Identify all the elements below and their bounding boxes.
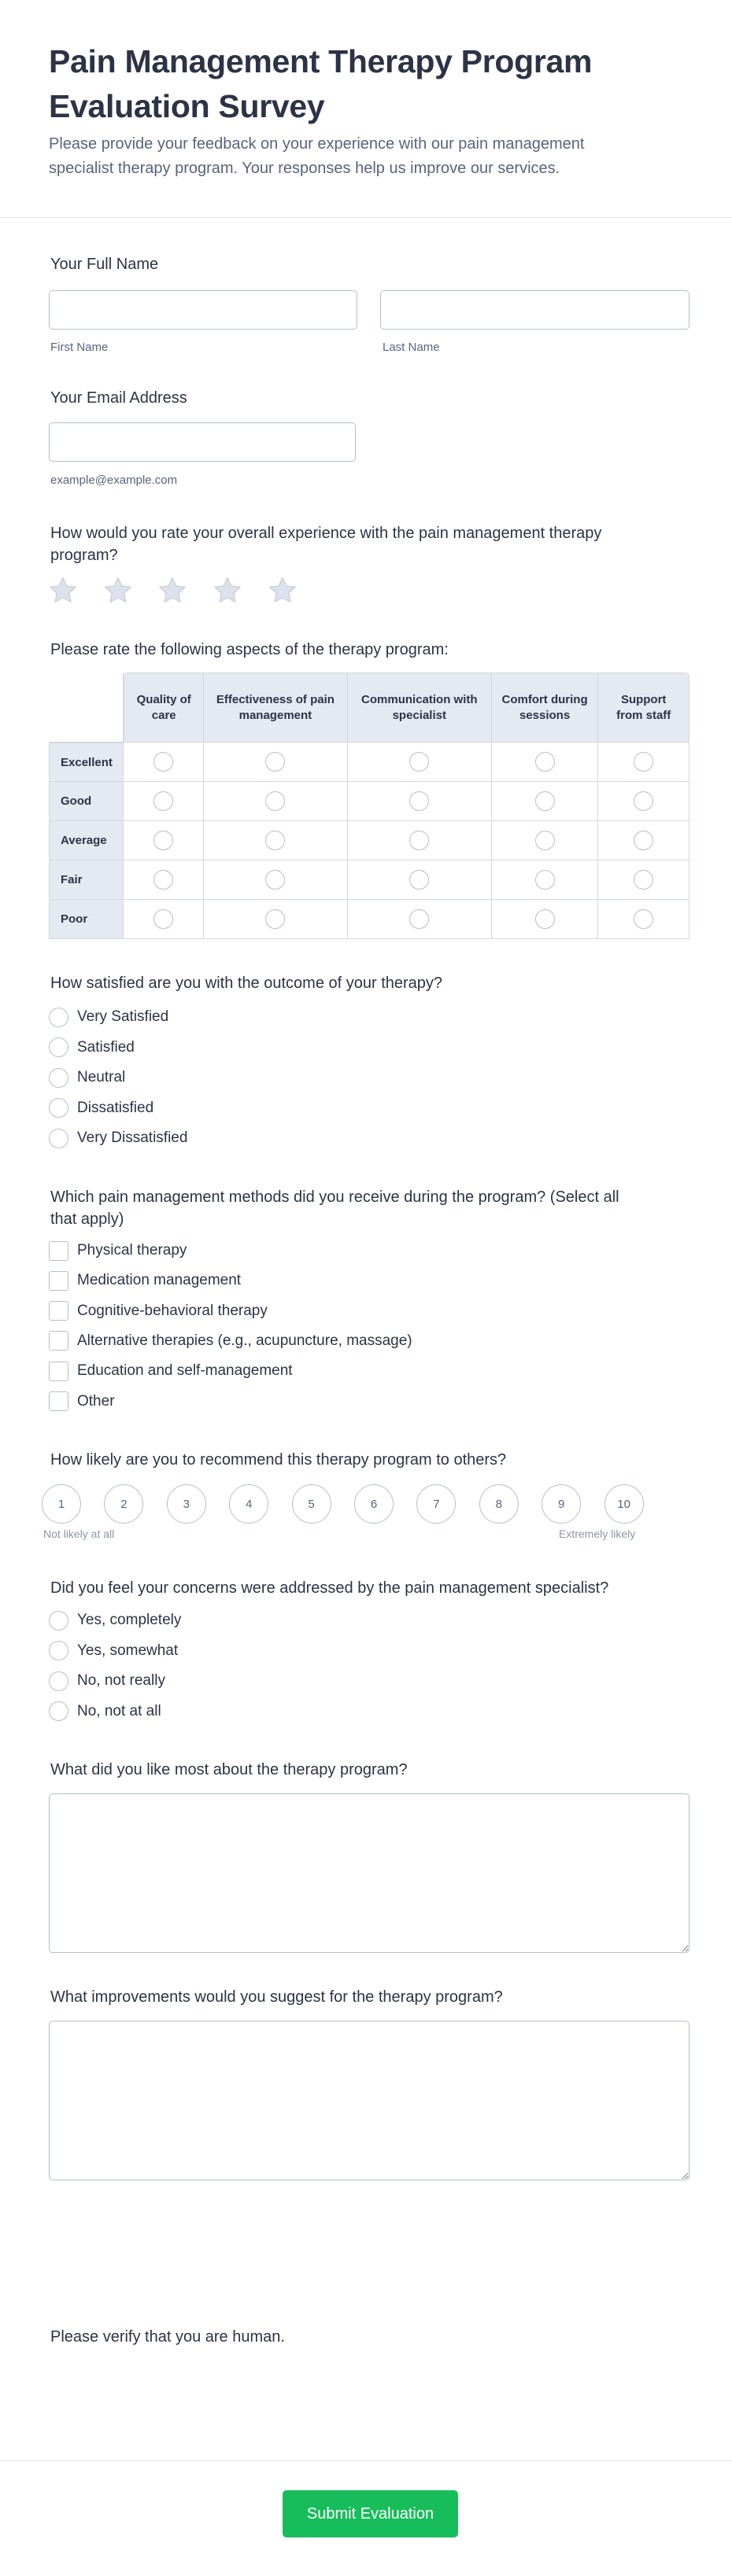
concerns-option[interactable]	[49, 1669, 165, 1693]
liked-label: What did you like most about the therapy program?	[50, 1761, 408, 1778]
matrix-row	[49, 821, 689, 861]
matrix-radio[interactable]	[409, 831, 429, 850]
matrix-radio[interactable]	[535, 831, 555, 850]
matrix-cell	[204, 743, 348, 782]
matrix-row-header: Excellent	[49, 743, 124, 782]
email-input[interactable]	[49, 422, 356, 462]
matrix-row-header: Good	[49, 782, 124, 821]
first-name-sublabel: First Name	[50, 341, 109, 354]
option-label: Other	[77, 1392, 115, 1410]
radio-button[interactable]	[49, 1641, 68, 1660]
star-icon[interactable]	[267, 575, 298, 606]
radio-button[interactable]	[49, 1671, 68, 1691]
matrix-cell	[598, 821, 689, 861]
radio-button[interactable]	[49, 1037, 68, 1057]
scale-option[interactable]: 5	[292, 1484, 331, 1524]
methods-option[interactable]	[49, 1390, 115, 1413]
matrix-cell	[204, 782, 348, 821]
matrix-cell	[204, 861, 348, 900]
option-label: Satisfied	[77, 1038, 135, 1056]
matrix-radio[interactable]	[634, 791, 653, 811]
methods-option[interactable]	[49, 1299, 268, 1323]
matrix-radio[interactable]	[153, 870, 173, 890]
matrix-radio[interactable]	[153, 791, 173, 811]
footer-divider	[0, 2460, 732, 2461]
matrix-cell	[348, 782, 492, 821]
email-label: Your Email Address	[50, 389, 187, 407]
matrix-row-header: Average	[49, 821, 124, 861]
matrix-radio[interactable]	[535, 752, 555, 772]
methods-option[interactable]	[49, 1239, 187, 1262]
matrix-column-header: Support from staff	[598, 673, 689, 743]
last-name-sublabel: Last Name	[383, 341, 440, 354]
matrix-radio[interactable]	[153, 752, 173, 772]
concerns-option[interactable]	[49, 1639, 178, 1663]
concerns-option[interactable]	[49, 1609, 181, 1632]
option-label: No, not really	[77, 1672, 165, 1689]
submit-button[interactable]: Submit Evaluation	[283, 2490, 458, 2537]
matrix-radio[interactable]	[535, 870, 555, 890]
matrix-row-header: Fair	[49, 861, 124, 900]
option-label: No, not at all	[77, 1702, 161, 1719]
option-label: Very Satisfied	[77, 1008, 169, 1025]
matrix-cell	[124, 782, 203, 821]
matrix-cell	[124, 743, 203, 782]
option-label: Cognitive-behavioral therapy	[77, 1302, 268, 1319]
option-label: Yes, somewhat	[77, 1642, 179, 1659]
matrix-radio[interactable]	[409, 752, 429, 772]
star-icon[interactable]	[157, 575, 188, 606]
recommend-label: How likely are you to recommend this therapy program to others?	[50, 1451, 507, 1469]
radio-button[interactable]	[49, 1098, 68, 1118]
radio-button[interactable]	[49, 1701, 68, 1721]
matrix-radio[interactable]	[409, 870, 429, 890]
star-icon[interactable]	[102, 575, 134, 606]
matrix-cell	[492, 782, 599, 821]
matrix-cell	[204, 900, 348, 939]
full-name-label: Your Full Name	[50, 256, 159, 273]
matrix-column-header: Communication with specialist	[348, 673, 492, 743]
checkbox[interactable]	[49, 1271, 68, 1291]
satisfaction-option[interactable]	[49, 1005, 168, 1029]
matrix-cell	[348, 900, 492, 939]
satisfaction-option[interactable]	[49, 1126, 187, 1150]
matrix-radio[interactable]	[634, 909, 653, 929]
scale-option[interactable]: 8	[479, 1484, 519, 1524]
matrix-radio[interactable]	[265, 831, 285, 850]
matrix-row	[49, 782, 689, 821]
matrix-cell	[598, 782, 689, 821]
matrix-cell	[124, 900, 203, 939]
form-title: Pain Management Therapy Program Evaluation Survey	[49, 43, 593, 124]
option-label: Yes, completely	[77, 1612, 182, 1628]
scale-option[interactable]: 4	[229, 1484, 268, 1524]
scale-option[interactable]: 7	[416, 1484, 456, 1524]
scale-option[interactable]: 9	[542, 1484, 581, 1524]
matrix-radio[interactable]	[535, 909, 555, 929]
option-label: Physical therapy	[77, 1242, 187, 1259]
scale-option[interactable]: 10	[604, 1484, 644, 1524]
matrix-cell	[492, 821, 599, 861]
matrix-radio[interactable]	[409, 909, 429, 929]
checkbox[interactable]	[49, 1362, 68, 1381]
matrix-radio[interactable]	[535, 791, 555, 811]
first-name-input[interactable]	[49, 290, 357, 330]
rating-matrix	[49, 673, 689, 939]
matrix-radio[interactable]	[153, 909, 173, 929]
satisfaction-option[interactable]	[49, 1066, 125, 1089]
email-sublabel: example@example.com	[50, 474, 178, 487]
scale-option[interactable]: 6	[354, 1484, 394, 1524]
matrix-cell	[348, 861, 492, 900]
star-icon[interactable]	[47, 575, 79, 606]
option-label: Neutral	[77, 1069, 126, 1085]
matrix-cell	[492, 861, 599, 900]
matrix-cell	[598, 743, 689, 782]
matrix-cell	[204, 821, 348, 861]
satisfaction-option[interactable]	[49, 1096, 153, 1120]
last-name-input[interactable]	[380, 290, 689, 330]
radio-button[interactable]	[49, 1068, 68, 1088]
satisfaction-label: How satisfied are you with the outcome of your therapy?	[50, 975, 443, 992]
methods-option[interactable]	[49, 1269, 241, 1292]
option-label: Alternative therapies (e.g., acupuncture, massage)	[77, 1332, 412, 1349]
matrix-radio[interactable]	[265, 870, 285, 890]
matrix-radio[interactable]	[265, 909, 285, 929]
option-label: Very Dissatisfied	[77, 1130, 188, 1146]
checkbox[interactable]	[49, 1301, 68, 1321]
radio-button[interactable]	[49, 1611, 68, 1631]
liked-textarea[interactable]	[49, 1793, 689, 1953]
matrix-corner	[49, 673, 124, 743]
matrix-row	[49, 743, 689, 782]
checkbox[interactable]	[49, 1391, 68, 1411]
concerns-label: Did you feel your concerns were addressed by the pain management specialist?	[50, 1579, 609, 1597]
improvements-textarea[interactable]	[49, 2021, 689, 2180]
matrix-column-header: Quality of care	[124, 673, 203, 743]
matrix-radio[interactable]	[634, 870, 653, 890]
matrix-radio[interactable]	[265, 791, 285, 811]
matrix-cell	[124, 861, 203, 900]
satisfaction-option[interactable]	[49, 1036, 135, 1060]
scale-option[interactable]: 3	[167, 1484, 206, 1524]
matrix-column-header: Comfort during sessions	[492, 673, 599, 743]
methods-label: Which pain management methods did you receive during the program? (Select all that apply)	[50, 1188, 619, 1228]
option-label: Education and self-management	[77, 1362, 293, 1380]
form-header	[0, 0, 732, 218]
matrix-cell	[492, 900, 599, 939]
methods-option[interactable]	[49, 1329, 412, 1353]
matrix-label: Please rate the following aspects of the therapy program:	[50, 641, 449, 658]
concerns-option[interactable]	[49, 1700, 161, 1723]
scale-option[interactable]: 1	[42, 1484, 81, 1524]
matrix-cell	[348, 821, 492, 861]
matrix-row	[49, 861, 689, 900]
matrix-cell	[124, 821, 203, 861]
captcha-label: Please verify that you are human.	[50, 2328, 285, 2346]
improvements-label: What improvements would you suggest for the therapy program?	[50, 1988, 503, 2006]
option-label: Medication management	[77, 1272, 242, 1289]
scale-low-label: Not likely at all	[43, 1528, 115, 1540]
option-label: Dissatisfied	[77, 1099, 154, 1116]
matrix-row-header: Poor	[49, 900, 124, 939]
matrix-cell	[492, 743, 599, 782]
checkbox[interactable]	[49, 1241, 68, 1261]
matrix-cell	[348, 743, 492, 782]
matrix-cell	[598, 900, 689, 939]
matrix-radio[interactable]	[409, 791, 429, 811]
star-icon[interactable]	[212, 575, 243, 606]
scale-option[interactable]: 2	[104, 1484, 143, 1524]
checkbox[interactable]	[49, 1331, 68, 1351]
radio-button[interactable]	[49, 1008, 68, 1027]
radio-button[interactable]	[49, 1129, 68, 1148]
matrix-radio[interactable]	[634, 752, 653, 772]
matrix-cell	[598, 861, 689, 900]
matrix-radio[interactable]	[634, 831, 653, 850]
matrix-column-header: Effectiveness of pain management	[204, 673, 348, 743]
overall-rating-label: How would you rate your overall experience with the pain management therapy program?	[50, 525, 602, 564]
matrix-radio[interactable]	[153, 831, 173, 850]
matrix-row	[49, 900, 689, 939]
methods-option[interactable]	[49, 1359, 293, 1383]
matrix-radio[interactable]	[265, 752, 285, 772]
form-description: Please provide your feedback on your experience with our pain management specialist therapy program. Your responses help us improve our services.	[49, 135, 585, 177]
scale-high-label: Extremely likely	[559, 1528, 636, 1540]
